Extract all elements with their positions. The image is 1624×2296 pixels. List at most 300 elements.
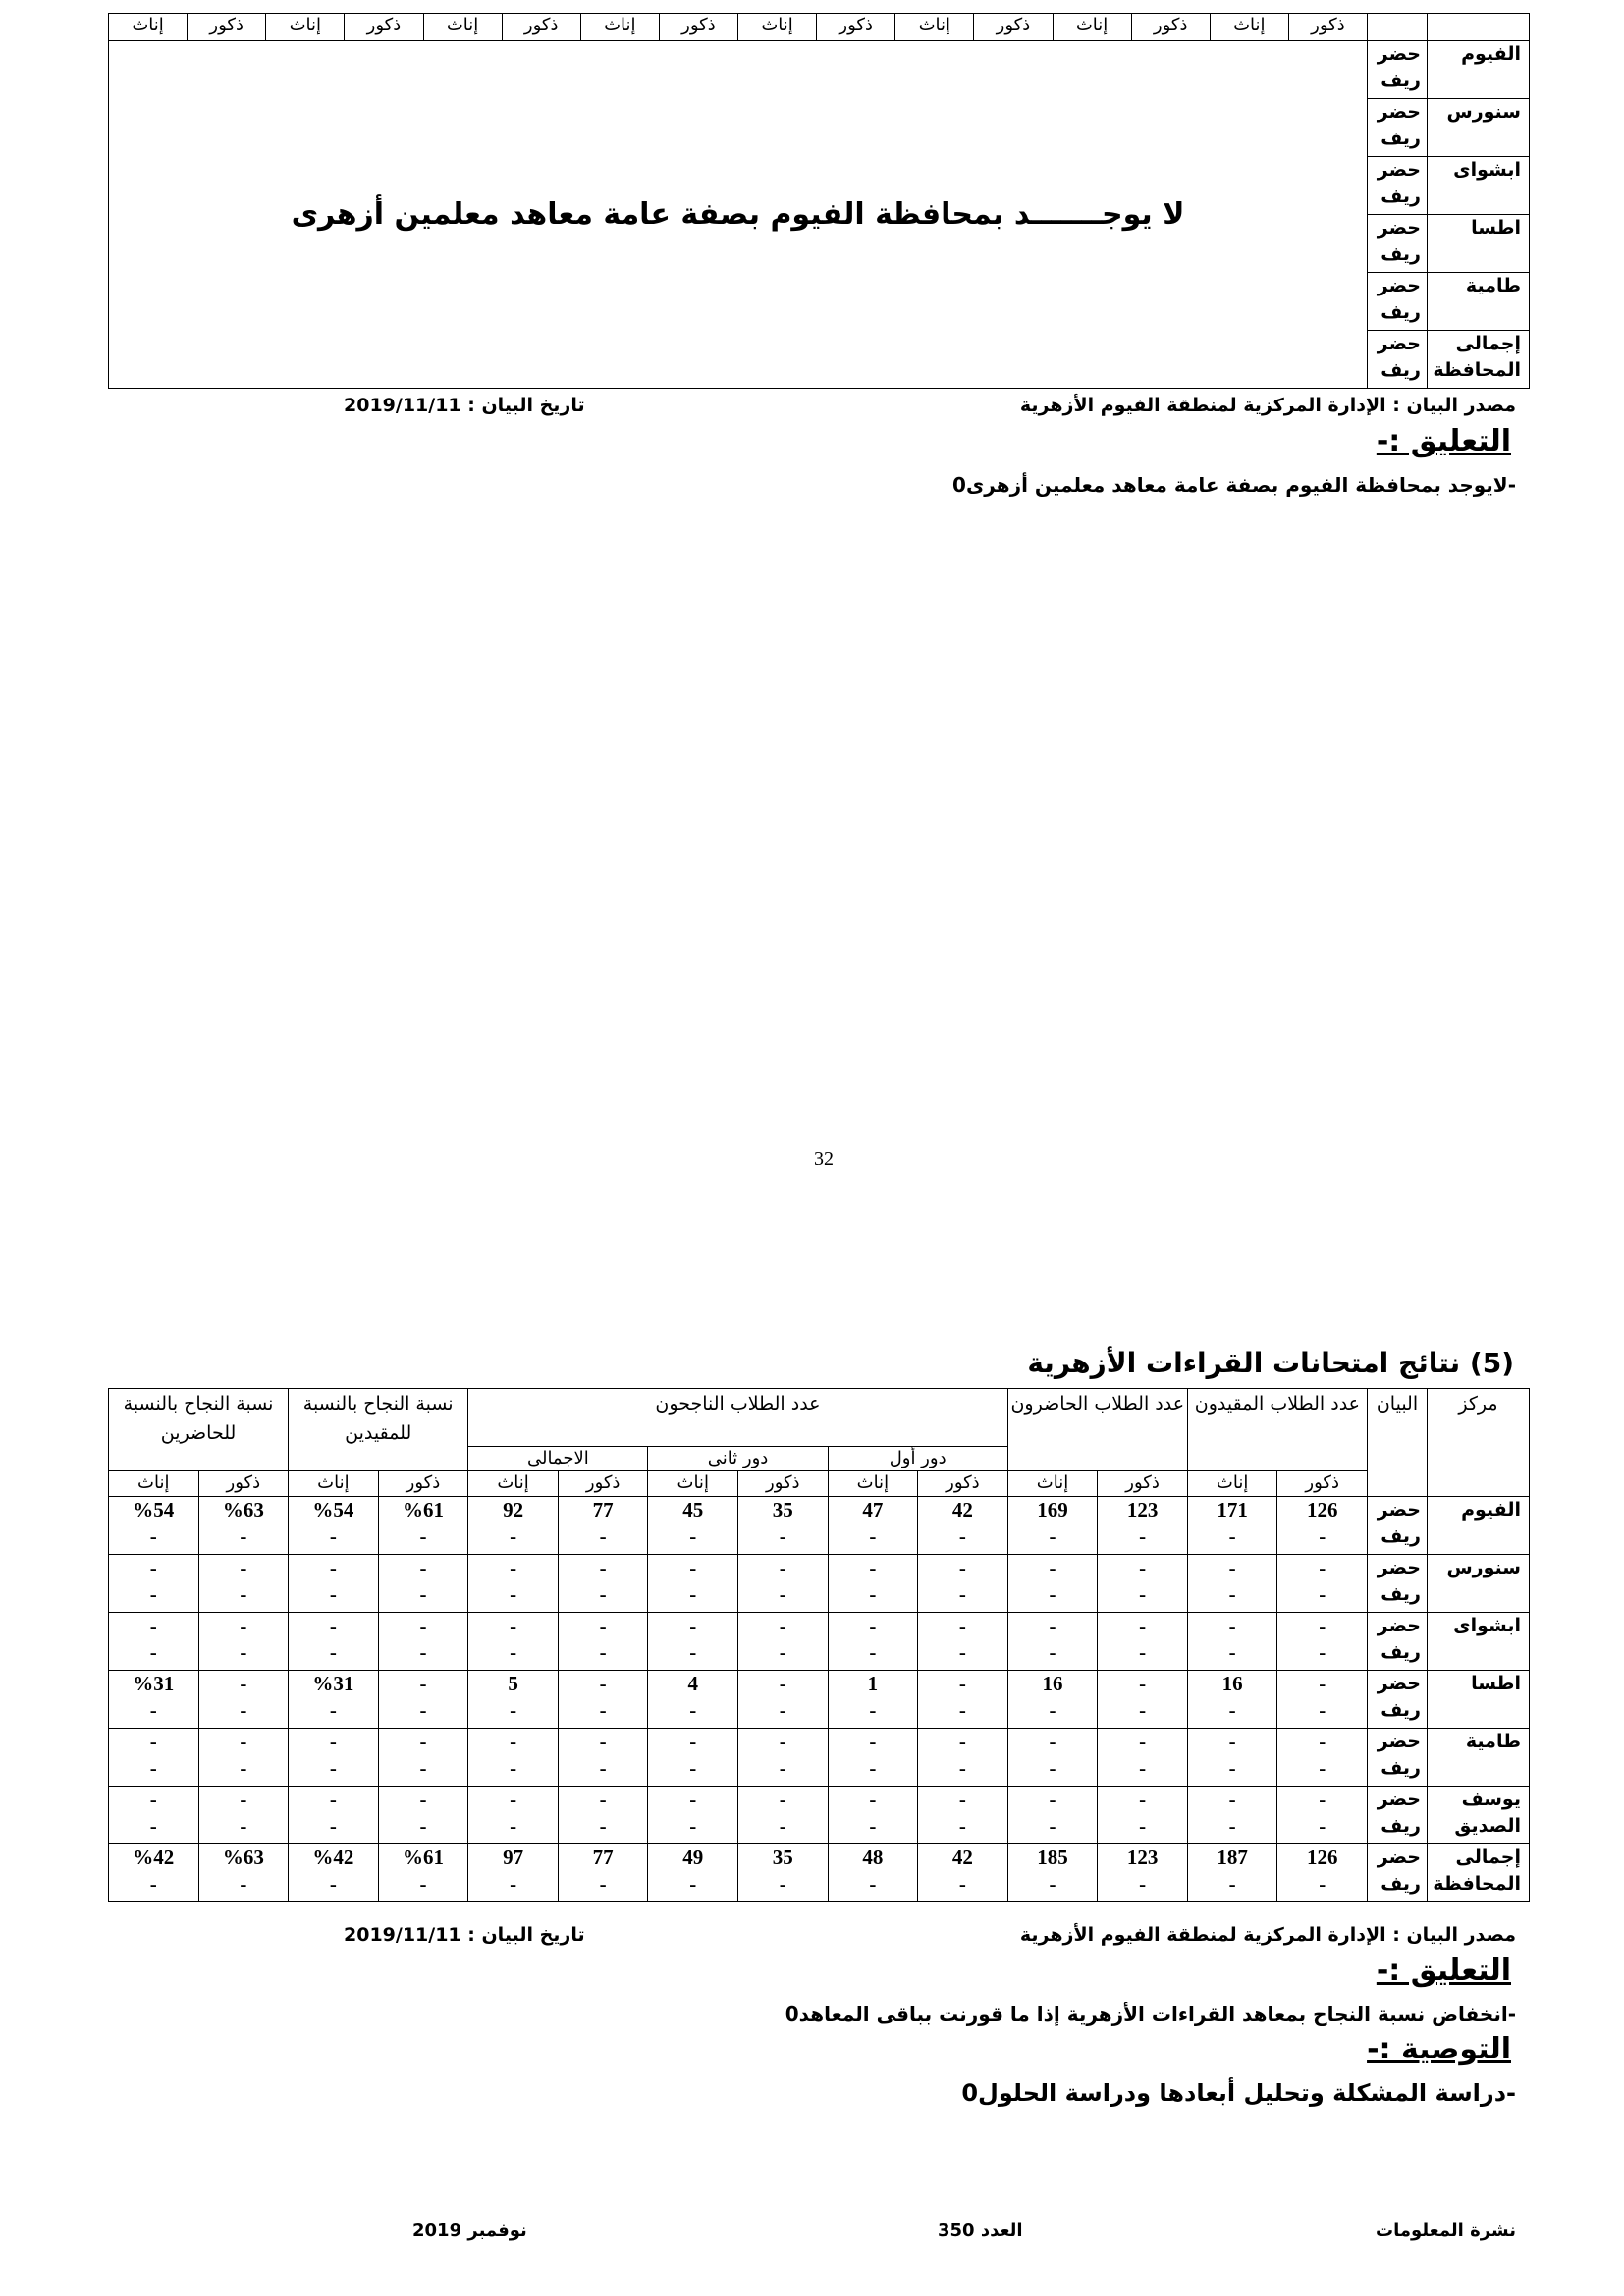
hadar-value: - [1139, 1788, 1147, 1811]
present-header: عدد الطلاب الحاضرون [1007, 1389, 1187, 1471]
reef-value: - [510, 1814, 517, 1838]
reef-value: - [689, 1814, 697, 1838]
reef-value: - [599, 1814, 607, 1838]
reef-value: - [1049, 1698, 1056, 1722]
table-cell [648, 1555, 738, 1613]
table-cell [1187, 1787, 1277, 1844]
table-cell [468, 1613, 559, 1671]
region-name: الفيوم [1428, 41, 1530, 99]
reef-value: - [149, 1582, 157, 1606]
table-cell [558, 1787, 648, 1844]
hadar-value: - [419, 1672, 427, 1695]
table-cell [828, 1497, 918, 1555]
hadar-value: - [869, 1730, 877, 1753]
reef-value: - [958, 1872, 966, 1896]
female-header: إناث [648, 1471, 738, 1497]
table-cell [1187, 1671, 1277, 1729]
reef-value: - [510, 1524, 517, 1548]
table-cell [198, 1787, 289, 1844]
reef-value: - [149, 1872, 157, 1896]
bottom-comment-heading: التعليق :- [1376, 1953, 1511, 1988]
markaz-name: سنورس [1427, 1555, 1529, 1613]
table-row [109, 1844, 1530, 1902]
reef-value: - [240, 1698, 247, 1722]
reef-value: - [149, 1698, 157, 1722]
hadar-value: - [240, 1672, 247, 1695]
table-cell [289, 1555, 379, 1613]
reef-value: - [689, 1698, 697, 1722]
hadar-value: 4 [687, 1672, 698, 1695]
reef-value: - [329, 1640, 337, 1664]
hadar-value: - [1228, 1788, 1236, 1811]
no-data-message: لا يوجـــــــد بمحافظة الفيوم بصفة عامة معاهد معلمين أزهرى [291, 197, 1185, 232]
hadar-value: - [1049, 1788, 1056, 1811]
reef-value: - [869, 1524, 877, 1548]
top-table [108, 13, 1530, 389]
region-name: سنورس [1428, 99, 1530, 157]
hadar-value: - [510, 1788, 517, 1811]
reef-value: - [419, 1756, 427, 1780]
table-cell [738, 1613, 829, 1671]
gender-header: إناث [895, 14, 974, 41]
table-cell [918, 1555, 1008, 1613]
table-cell [378, 1613, 468, 1671]
table-row [109, 1729, 1530, 1787]
header-blank-region [1428, 14, 1530, 41]
reef-value: - [419, 1872, 427, 1896]
reef-value: - [419, 1582, 427, 1606]
hadar-value: - [689, 1788, 697, 1811]
table-cell [918, 1787, 1008, 1844]
reef-value: - [958, 1814, 966, 1838]
hadar-value: %54 [133, 1498, 175, 1522]
hadar-value: - [1228, 1556, 1236, 1579]
reef-value: - [779, 1698, 786, 1722]
gender-header: ذكور [188, 14, 266, 41]
header-blank-type [1368, 14, 1428, 41]
hadar-reef-label: حضر ريف [1367, 1844, 1427, 1902]
reef-value: - [869, 1582, 877, 1606]
gender-header: ذكور [1288, 14, 1367, 41]
table-cell [198, 1497, 289, 1555]
female-header: إناث [1007, 1471, 1098, 1497]
male-header: ذكور [738, 1471, 829, 1497]
reef-value: - [510, 1582, 517, 1606]
footer-publication: نشرة المعلومات [1376, 2220, 1516, 2241]
table-cell [109, 1844, 199, 1902]
table-cell [1187, 1729, 1277, 1787]
reef-value: - [779, 1756, 786, 1780]
reef-value: - [869, 1756, 877, 1780]
table-cell [1007, 1671, 1098, 1729]
reef-value: - [419, 1814, 427, 1838]
reef-value: - [1319, 1756, 1326, 1780]
hadar-value: - [779, 1556, 786, 1579]
reef-value: - [1228, 1698, 1236, 1722]
reef-value: - [1139, 1698, 1147, 1722]
hadar-value: - [779, 1614, 786, 1637]
hadar-value: - [689, 1614, 697, 1637]
table-cell [558, 1671, 648, 1729]
reef-value: - [599, 1698, 607, 1722]
hadar-value: - [958, 1614, 966, 1637]
table-cell [1277, 1671, 1368, 1729]
hadar-value: 187 [1217, 1845, 1248, 1869]
hadar-value: 171 [1217, 1498, 1248, 1522]
total-header: الاجمالى [468, 1447, 648, 1471]
table-cell [648, 1844, 738, 1902]
hadar-value: %42 [133, 1845, 175, 1869]
table-cell [828, 1729, 918, 1787]
reef-value: - [240, 1872, 247, 1896]
table-cell [648, 1729, 738, 1787]
table-cell [289, 1787, 379, 1844]
table-cell [828, 1555, 918, 1613]
reef-value: - [240, 1756, 247, 1780]
hadar-value: - [419, 1556, 427, 1579]
markaz-name: اطسا [1427, 1671, 1529, 1729]
table-cell [198, 1729, 289, 1787]
hadar-reef-label: حضر ريف [1368, 331, 1428, 389]
hadar-value: - [510, 1556, 517, 1579]
table-cell [109, 1613, 199, 1671]
reef-value: - [510, 1640, 517, 1664]
hadar-value: - [1139, 1672, 1147, 1695]
hadar-value: 1 [867, 1672, 879, 1695]
table-cell [918, 1729, 1008, 1787]
table-cell [468, 1787, 559, 1844]
hadar-reef-label: حضر ريف [1368, 99, 1428, 157]
reef-value: - [149, 1640, 157, 1664]
table-cell [1098, 1787, 1188, 1844]
reef-value: - [1049, 1814, 1056, 1838]
hadar-value: 123 [1126, 1845, 1159, 1869]
reef-value: - [329, 1698, 337, 1722]
male-header: ذكور [1277, 1471, 1368, 1497]
hadar-value: - [1139, 1556, 1147, 1579]
table-cell [828, 1671, 918, 1729]
table-cell [289, 1497, 379, 1555]
table-title: (5) نتائج امتحانات القراءات الأزهرية [1027, 1347, 1514, 1379]
hadar-value: 49 [682, 1845, 704, 1869]
reef-value: - [1049, 1640, 1056, 1664]
hadar-value: %63 [222, 1498, 264, 1522]
hadar-value: - [869, 1788, 877, 1811]
second-round-header: دور ثانى [648, 1447, 828, 1471]
reef-value: - [510, 1698, 517, 1722]
table-cell [109, 1787, 199, 1844]
female-header: إناث [109, 1471, 199, 1497]
table-cell [648, 1613, 738, 1671]
reef-value: - [958, 1524, 966, 1548]
hadar-value: 97 [503, 1845, 524, 1869]
hadar-value: %61 [402, 1498, 444, 1522]
table-cell [468, 1555, 559, 1613]
table-cell [1098, 1729, 1188, 1787]
hadar-value: - [958, 1672, 966, 1695]
top-comment-heading: التعليق :- [1376, 424, 1511, 458]
table-cell [378, 1787, 468, 1844]
reef-value: - [1228, 1640, 1236, 1664]
gender-header: ذكور [817, 14, 895, 41]
reef-value: - [1319, 1582, 1326, 1606]
table-cell [918, 1844, 1008, 1902]
hadar-value: - [599, 1556, 607, 1579]
reef-value: - [1319, 1872, 1326, 1896]
page-number: 32 [814, 1148, 834, 1170]
hadar-value: 47 [862, 1498, 884, 1522]
table-cell [1098, 1844, 1188, 1902]
hadar-value: 126 [1306, 1845, 1338, 1869]
hadar-value: - [869, 1614, 877, 1637]
table-row [109, 1787, 1530, 1844]
table-cell [378, 1555, 468, 1613]
reef-value: - [1049, 1582, 1056, 1606]
hadar-value: 16 [1221, 1672, 1243, 1695]
reef-value: - [329, 1814, 337, 1838]
table-cell [1277, 1844, 1368, 1902]
table-cell [1187, 1613, 1277, 1671]
bottom-date: تاريخ البيان : 2019/11/11 [344, 1924, 585, 1946]
male-header: ذكور [378, 1471, 468, 1497]
reef-value: - [1319, 1698, 1326, 1722]
male-header: ذكور [918, 1471, 1008, 1497]
reef-value: - [599, 1872, 607, 1896]
table-row [109, 1671, 1530, 1729]
table-cell [378, 1671, 468, 1729]
gender-header: ذكور [974, 14, 1053, 41]
hadar-value: - [1049, 1730, 1056, 1753]
table-cell [289, 1729, 379, 1787]
table-cell [1277, 1497, 1368, 1555]
reef-value: - [869, 1872, 877, 1896]
reef-value: - [240, 1582, 247, 1606]
reef-value: - [149, 1756, 157, 1780]
table-cell [1277, 1555, 1368, 1613]
reef-value: - [1049, 1524, 1056, 1548]
female-header: إناث [289, 1471, 379, 1497]
table-cell [289, 1844, 379, 1902]
reef-value: - [958, 1698, 966, 1722]
hadar-value: - [1049, 1556, 1056, 1579]
reef-value: - [869, 1698, 877, 1722]
hadar-value: 92 [503, 1498, 524, 1522]
hadar-value: - [510, 1730, 517, 1753]
hadar-value: - [599, 1730, 607, 1753]
table-cell [828, 1613, 918, 1671]
hadar-value: - [599, 1788, 607, 1811]
markaz-header: مركز [1427, 1389, 1529, 1497]
hadar-value: 45 [682, 1498, 704, 1522]
hadar-value: 123 [1126, 1498, 1159, 1522]
first-round-header: دور أول [828, 1447, 1007, 1471]
hadar-reef-label: حضر ريف [1367, 1555, 1427, 1613]
reef-value: - [869, 1640, 877, 1664]
reef-value: - [1139, 1814, 1147, 1838]
table-cell [558, 1844, 648, 1902]
reef-value: - [1228, 1814, 1236, 1838]
hadar-value: - [149, 1556, 157, 1579]
hadar-value: - [779, 1730, 786, 1753]
table-cell [468, 1729, 559, 1787]
table-cell [1277, 1729, 1368, 1787]
hadar-value: 185 [1037, 1845, 1068, 1869]
hadar-value: - [1319, 1788, 1326, 1811]
hadar-value: - [779, 1788, 786, 1811]
hadar-value: - [419, 1614, 427, 1637]
reef-value: - [599, 1524, 607, 1548]
hadar-value: - [1319, 1730, 1326, 1753]
hadar-reef-label: حضر ريف [1367, 1613, 1427, 1671]
footer-month: نوفمبر 2019 [412, 2220, 527, 2241]
hadar-value: 35 [772, 1845, 793, 1869]
table-cell [1277, 1787, 1368, 1844]
hadar-value: %54 [312, 1498, 354, 1522]
table-cell [918, 1497, 1008, 1555]
table-cell [1187, 1555, 1277, 1613]
hadar-reef-label: حضر ريف [1367, 1497, 1427, 1555]
hadar-value: - [1319, 1556, 1326, 1579]
hadar-value: - [149, 1614, 157, 1637]
table-cell [289, 1613, 379, 1671]
table-row [109, 1497, 1530, 1555]
hadar-value: %31 [312, 1672, 354, 1695]
reef-value: - [599, 1640, 607, 1664]
region-name: إجمالى المحافظة [1428, 331, 1530, 389]
top-table-row [109, 41, 1530, 99]
hadar-reef-label: حضر ريف [1367, 1729, 1427, 1787]
reef-value: - [689, 1640, 697, 1664]
reef-value: - [329, 1756, 337, 1780]
table-cell [738, 1729, 829, 1787]
reef-value: - [1228, 1872, 1236, 1896]
hadar-value: - [958, 1556, 966, 1579]
results-table [108, 1388, 1530, 1902]
table-cell [468, 1497, 559, 1555]
reef-value: - [419, 1698, 427, 1722]
reef-value: - [149, 1814, 157, 1838]
hadar-value: - [1228, 1614, 1236, 1637]
reef-value: - [510, 1756, 517, 1780]
reef-value: - [240, 1524, 247, 1548]
reef-value: - [1139, 1524, 1147, 1548]
hadar-value: - [1319, 1614, 1326, 1637]
reef-value: - [149, 1524, 157, 1548]
hadar-value: %42 [312, 1845, 354, 1869]
hadar-value: 169 [1037, 1498, 1068, 1522]
header-row-3 [109, 1471, 1530, 1497]
header-row-1 [109, 1389, 1530, 1447]
no-data-cell [109, 41, 1368, 389]
table-cell [378, 1844, 468, 1902]
reef-value: - [779, 1640, 786, 1664]
reef-value: - [1049, 1756, 1056, 1780]
hadar-value: - [1228, 1730, 1236, 1753]
table-cell [1187, 1497, 1277, 1555]
hadar-value: %31 [133, 1672, 175, 1695]
reef-value: - [329, 1524, 337, 1548]
hadar-reef-label: حضر ريف [1367, 1671, 1427, 1729]
markaz-name: يوسف الصديق [1427, 1787, 1529, 1844]
gender-header: إناث [1210, 14, 1288, 41]
reef-value: - [419, 1524, 427, 1548]
results-body [109, 1497, 1530, 1902]
reef-value: - [689, 1582, 697, 1606]
hadar-value: - [419, 1730, 427, 1753]
female-header: إناث [1187, 1471, 1277, 1497]
passed-header: عدد الطلاب الناجحون [468, 1389, 1007, 1447]
gender-header: ذكور [1131, 14, 1210, 41]
gender-header: إناث [423, 14, 502, 41]
table-cell [738, 1844, 829, 1902]
hadar-value: - [689, 1730, 697, 1753]
region-name: اطسا [1428, 215, 1530, 273]
hadar-value: 77 [592, 1498, 614, 1522]
table-cell [738, 1787, 829, 1844]
recommendation-heading: التوصية :- [1367, 2032, 1511, 2066]
reef-value: - [1319, 1524, 1326, 1548]
table-cell [738, 1671, 829, 1729]
table-cell [648, 1787, 738, 1844]
markaz-name: طامية [1427, 1729, 1529, 1787]
gender-header: إناث [109, 14, 188, 41]
reef-value: - [779, 1524, 786, 1548]
reef-value: - [419, 1640, 427, 1664]
table-cell [468, 1844, 559, 1902]
hadar-value: - [689, 1556, 697, 1579]
hadar-reef-label: حضر ريف [1368, 215, 1428, 273]
hadar-value: 48 [862, 1845, 884, 1869]
reef-value: - [958, 1756, 966, 1780]
table-cell [648, 1671, 738, 1729]
hadar-reef-label: حضر ريف [1368, 41, 1428, 99]
table-cell [1007, 1613, 1098, 1671]
reef-value: - [1319, 1814, 1326, 1838]
reef-value: - [1139, 1582, 1147, 1606]
reef-value: - [329, 1582, 337, 1606]
hadar-value: - [329, 1788, 337, 1811]
bottom-source: مصدر البيان : الإدارة المركزية لمنطقة الفيوم الأزهرية [1019, 1924, 1516, 1946]
hadar-value: - [240, 1614, 247, 1637]
gender-header: إناث [1053, 14, 1131, 41]
hadar-value: 126 [1306, 1498, 1338, 1522]
hadar-value: - [149, 1730, 157, 1753]
hadar-reef-label: حضر ريف [1367, 1787, 1427, 1844]
hadar-value: - [419, 1788, 427, 1811]
top-source: مصدر البيان : الإدارة المركزية لمنطقة الفيوم الأزهرية [1019, 395, 1516, 416]
reef-value: - [240, 1814, 247, 1838]
hadar-value: 77 [592, 1845, 614, 1869]
hadar-reef-label: حضر ريف [1368, 273, 1428, 331]
reef-value: - [958, 1582, 966, 1606]
table-cell [109, 1497, 199, 1555]
table-cell [828, 1844, 918, 1902]
reef-value: - [599, 1756, 607, 1780]
gender-header: ذكور [502, 14, 580, 41]
table-cell [1007, 1729, 1098, 1787]
male-header: ذكور [1098, 1471, 1188, 1497]
gender-header: ذكور [345, 14, 423, 41]
hadar-value: 42 [951, 1498, 973, 1522]
reef-value: - [689, 1756, 697, 1780]
hadar-value: 16 [1042, 1672, 1063, 1695]
table-cell [558, 1613, 648, 1671]
gender-header: إناث [580, 14, 659, 41]
hadar-value: - [958, 1730, 966, 1753]
hadar-value: 35 [772, 1498, 793, 1522]
hadar-value: %61 [402, 1845, 444, 1869]
hadar-value: - [599, 1672, 607, 1695]
